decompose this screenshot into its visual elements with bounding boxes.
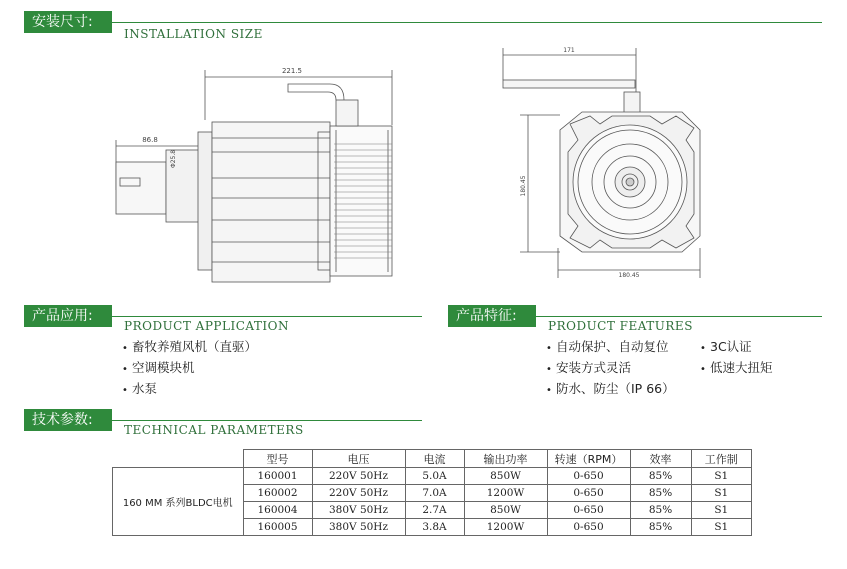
table-cell: 0-650 <box>547 519 630 536</box>
list-item: • 自动保护、自动复位 <box>546 339 669 354</box>
table-cell: 0-650 <box>547 502 630 519</box>
table-cell: S1 <box>691 519 752 536</box>
table-cell: 5.0A <box>405 468 464 485</box>
section-divider <box>112 420 422 421</box>
table-cell: 85% <box>630 519 691 536</box>
list-item: • 3C认证 <box>700 339 752 354</box>
list-item: • 畜牧养殖风机（直驱） <box>122 339 258 354</box>
section-subtitle-features: PRODUCT FEATURES <box>548 319 693 333</box>
table-cell: 7.0A <box>405 485 464 502</box>
table-cell: 3.8A <box>405 519 464 536</box>
table-cell: 160002 <box>243 485 312 502</box>
table-cell: 380V 50Hz <box>312 502 405 519</box>
features-list-right <box>700 336 773 378</box>
table-cell: 1200W <box>464 519 547 536</box>
table-header: 电流 <box>405 450 464 468</box>
table-header: 效率 <box>630 450 691 468</box>
table-cell <box>113 450 244 468</box>
section-subtitle-technical: TECHNICAL PARAMETERS <box>124 423 304 437</box>
features-list-left <box>546 336 675 399</box>
table-cell: 85% <box>630 485 691 502</box>
table-header: 转速（RPM） <box>547 450 630 468</box>
section-subtitle-application: PRODUCT APPLICATION <box>124 319 289 333</box>
table-header: 输出功率 <box>464 450 547 468</box>
section-divider <box>112 316 422 317</box>
list-item: • 水泵 <box>122 381 158 396</box>
table-cell: 0-650 <box>547 485 630 502</box>
application-list <box>122 336 257 399</box>
list-item: • 防水、防尘（IP 66） <box>546 381 675 396</box>
table-cell: S1 <box>691 468 752 485</box>
table-cell: 85% <box>630 502 691 519</box>
table-cell: 220V 50Hz <box>312 485 405 502</box>
table-row <box>113 468 752 485</box>
table-cell: 850W <box>464 468 547 485</box>
table-cell: 380V 50Hz <box>312 519 405 536</box>
series-cell: 160 MM 系列BLDC电机 <box>113 468 244 536</box>
table-cell: 160004 <box>243 502 312 519</box>
table-cell: S1 <box>691 502 752 519</box>
section-title-application: 产品应用: <box>24 305 112 327</box>
table-header: 型号 <box>243 450 312 468</box>
section-divider <box>536 316 822 317</box>
table-cell: 85% <box>630 468 691 485</box>
parameters-table <box>112 449 752 536</box>
table-header: 电压 <box>312 450 405 468</box>
table-cell: 220V 50Hz <box>312 468 405 485</box>
dim-shaft-length: 86.8 <box>142 136 158 144</box>
section-subtitle-install: INSTALLATION SIZE <box>124 27 263 41</box>
dim-overall-length: 221.5 <box>281 67 303 75</box>
list-item: • 空调模块机 <box>122 360 195 375</box>
table-cell: 850W <box>464 502 547 519</box>
dim-shaft-diameter: Φ25.8 <box>170 149 177 168</box>
table-cell: 0-650 <box>547 468 630 485</box>
section-title-technical: 技术参数: <box>24 409 112 431</box>
dim-top-offset: 171 <box>563 47 575 54</box>
section-title-features: 产品特征: <box>448 305 536 327</box>
dim-height: 180.45 <box>520 175 527 197</box>
dim-width: 180.45 <box>618 272 640 279</box>
table-cell: 1200W <box>464 485 547 502</box>
section-title-install: 安装尺寸: <box>24 11 112 33</box>
table-header-row <box>113 450 752 468</box>
table-cell: S1 <box>691 485 752 502</box>
list-item: • 安装方式灵活 <box>546 360 632 375</box>
table-cell: 2.7A <box>405 502 464 519</box>
table-cell: 160001 <box>243 468 312 485</box>
table-cell: 160005 <box>243 519 312 536</box>
table-header: 工作制 <box>691 450 752 468</box>
list-item: • 低速大扭矩 <box>700 360 773 375</box>
